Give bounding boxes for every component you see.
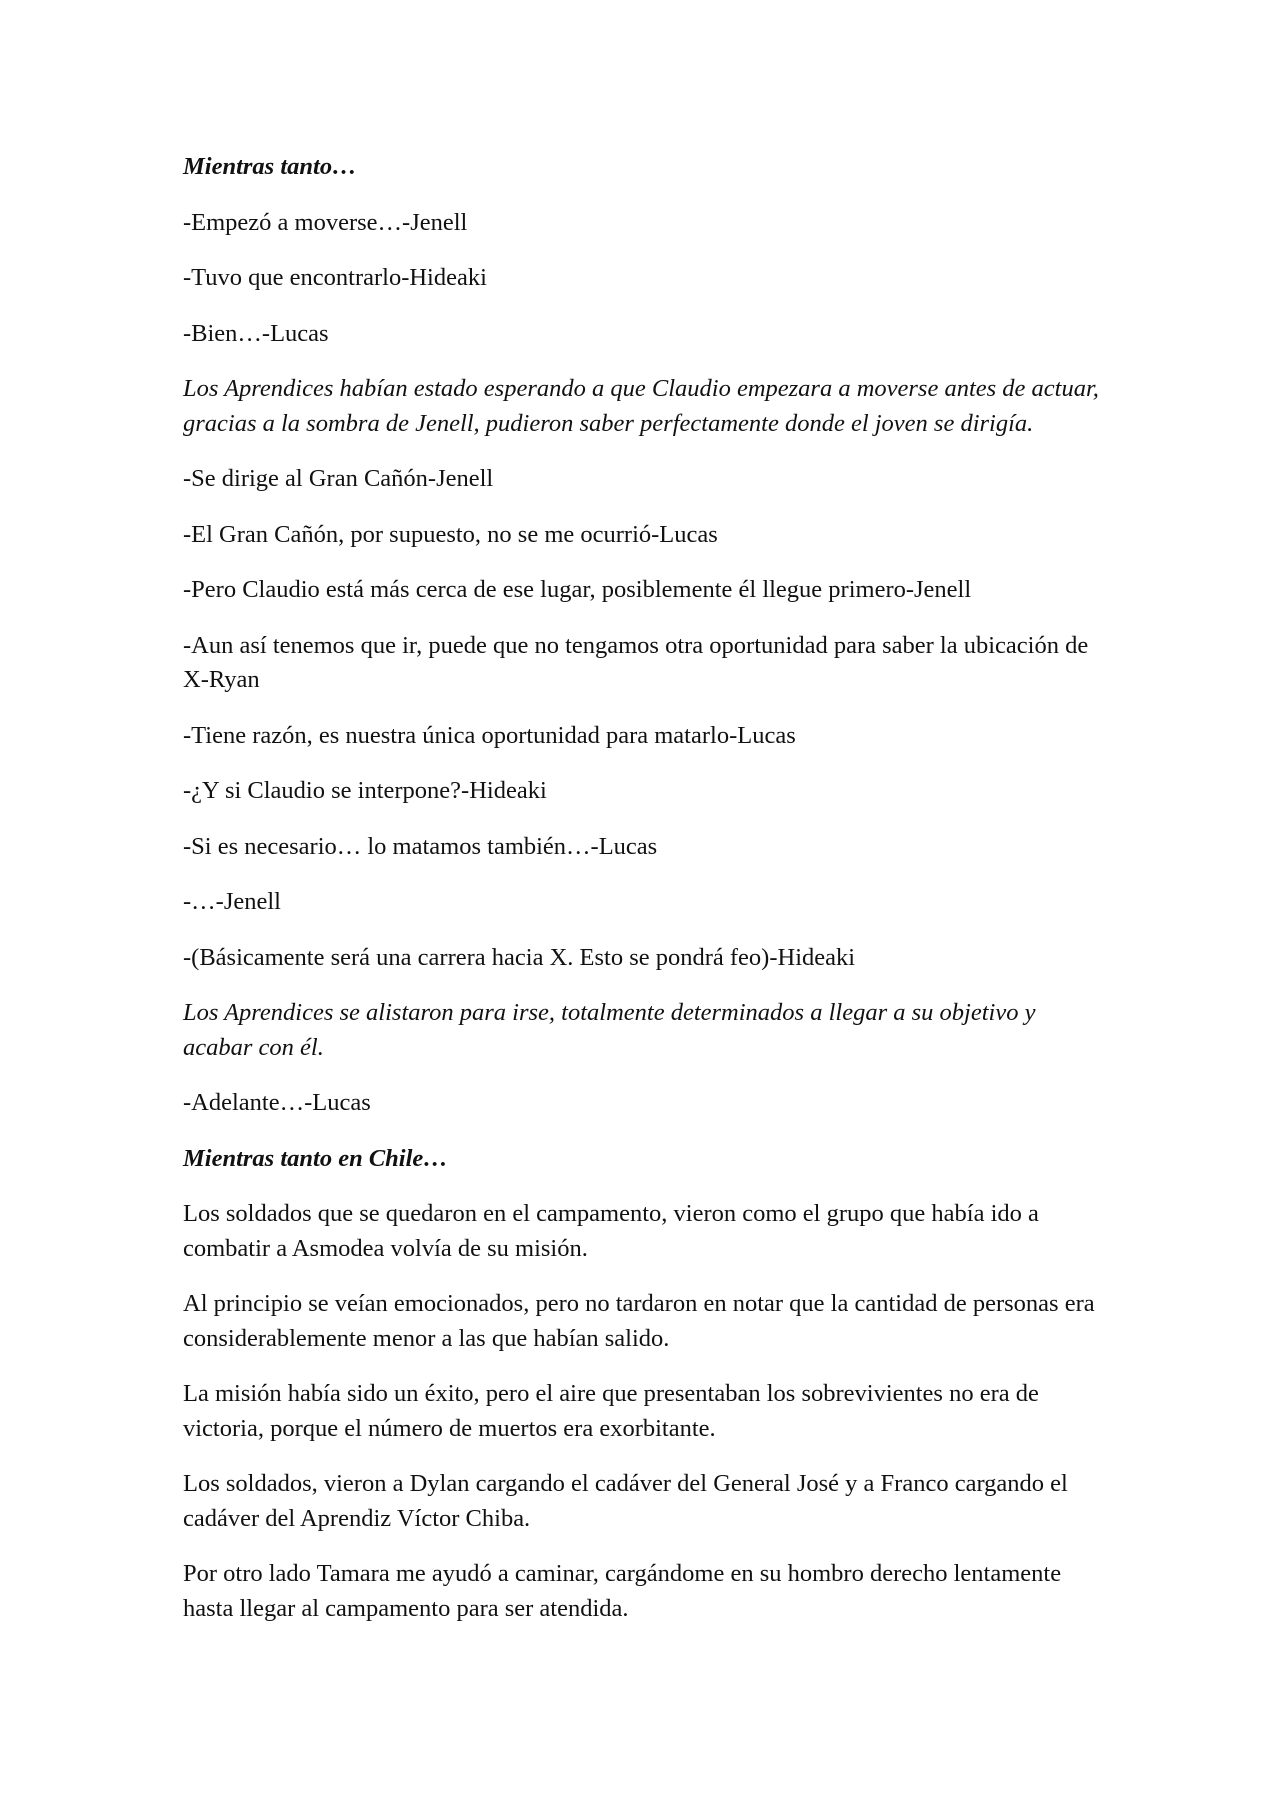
dialogue-line: -Tiene razón, es nuestra única oportunidad para matarlo-Lucas — [183, 721, 796, 749]
dialogue-line: -Se dirige al Gran Cañón-Jenell — [183, 465, 494, 492]
dialogue-line: -Bien…-Lucas — [183, 319, 329, 347]
dialogue-line: -Aun así tenemos que ir, puede que no tengamos otra oportunidad para saber la ubicación de X-Ryan — [183, 631, 1089, 693]
body-paragraph: Los soldados, vieron a Dylan cargando el cadáver del General José y a Franco cargando el cadáver del Aprendiz Víctor Chiba. — [183, 1470, 1068, 1532]
dialogue-line: -Si es necesario… lo matamos también…-Lucas — [183, 832, 658, 860]
body-paragraph: La misión había sido un éxito, pero el aire que presentaban los sobrevivientes no era de victoria, porque el número de muertos era exorbitante. — [183, 1380, 1039, 1442]
narration-paragraph: Los Aprendices se alistaron para irse, totalmente determinados a llegar a su objetivo y acabar con él. — [183, 999, 1036, 1061]
narration-paragraph: Los Aprendices habían estado esperando a que Claudio empezara a moverse antes de actuar, gracias a la sombra de Jenell, pudieron saber perfectamente donde el joven se dirigía. — [183, 375, 1099, 437]
section-heading: Mientras tanto en Chile… — [183, 1144, 448, 1172]
dialogue-line: -¿Y si Claudio se interpone?-Hideaki — [183, 777, 547, 804]
dialogue-line: -Adelante…-Lucas — [183, 1089, 371, 1116]
dialogue-line: -El Gran Cañón, por supuesto, no se me ocurrió-Lucas — [183, 520, 718, 548]
dialogue-line: -(Básicamente será una carrera hacia X. Esto se pondrá feo)-Hideaki — [183, 943, 856, 971]
dialogue-line: -…-Jenell — [183, 888, 281, 915]
body-paragraph: Al principio se veían emocionados, pero no tardaron en notar que la cantidad de personas era considerablemente menor a las que habían salido. — [183, 1290, 1095, 1352]
section-heading: Mientras tanto… — [183, 153, 357, 180]
dialogue-line: -Pero Claudio está más cerca de ese lugar, posiblemente él llegue primero-Jenell — [183, 576, 972, 603]
dialogue-line: -Tuvo que encontrarlo-Hideaki — [183, 264, 487, 291]
body-paragraph: Los soldados que se quedaron en el campamento, vieron como el grupo que había ido a combatir a Asmodea volvía de su misión. — [183, 1200, 1039, 1262]
document-page — [183, 150, 1103, 1647]
dialogue-line: -Empezó a moverse…-Jenell — [183, 208, 468, 236]
body-paragraph: Por otro lado Tamara me ayudó a caminar, cargándome en su hombro derecho lentamente hasta llegar al campamento para ser atendida. — [183, 1560, 1062, 1622]
